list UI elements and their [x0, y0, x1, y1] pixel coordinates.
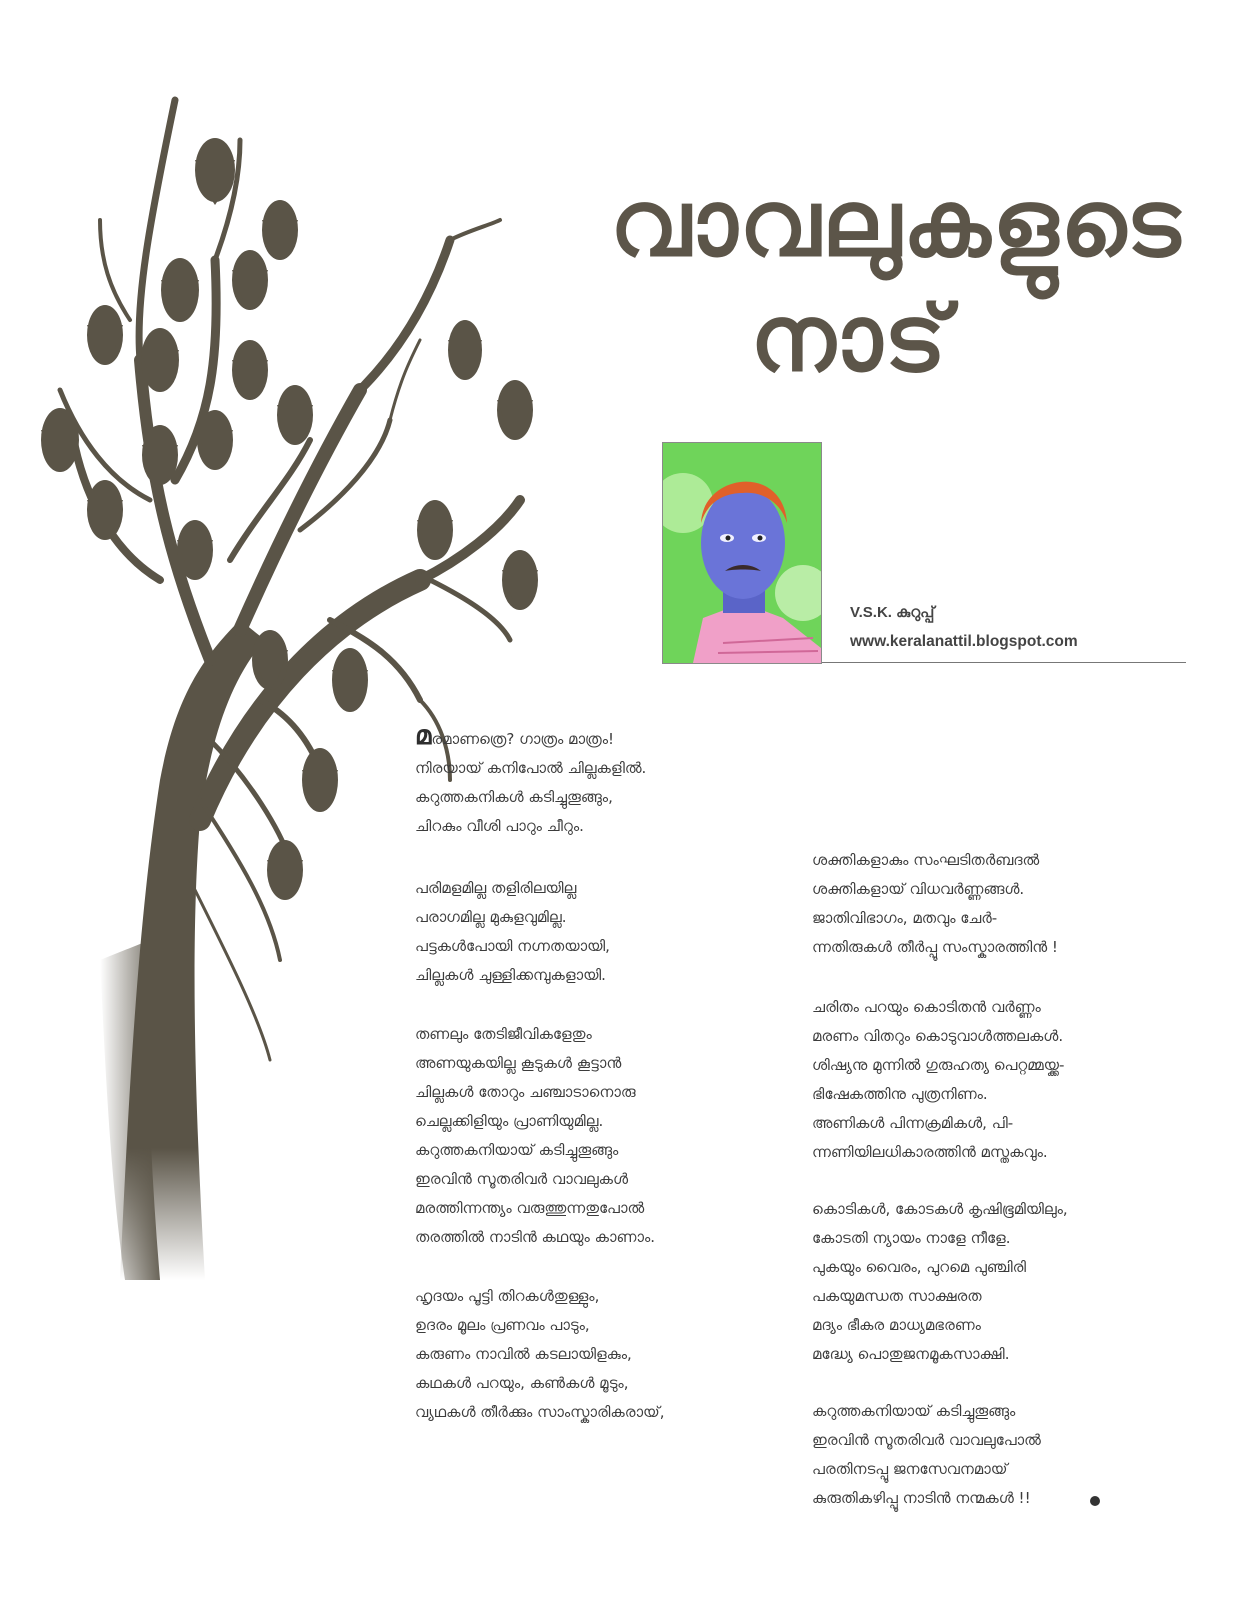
bat-icon [177, 520, 213, 580]
author-blog-link[interactable]: www.keralanattil.blogspot.com [850, 633, 1078, 650]
poem-line: നിരയായ് കനിപോൽ ചില്ലകളിൽ. [415, 759, 647, 777]
bat-icon [87, 305, 123, 365]
bat-icon [142, 425, 178, 485]
poem-line: പരതിനടപ്പൂ ജനസേവനമായ് [812, 1460, 1008, 1478]
poem-line: മരമാണത്രെ? ഗാത്രം മാത്രം! [415, 721, 615, 751]
poem-line: ജാതിവിഭാഗം, മതവും ചേർ- [812, 909, 998, 927]
poem-line: ഹൃദയം പൂട്ടി തിറകൾതുള്ളും, [415, 1287, 600, 1305]
end-bullet-icon [1090, 1496, 1100, 1506]
bat-icon [141, 328, 179, 392]
poem-right-stanza-1 [812, 846, 1058, 962]
poem-line: കറുത്തകനിയായ് കടിച്ചുതൂങ്ങും [812, 1402, 1016, 1420]
poem-line: ന്നണിയിലധികാരത്തിൻ മസ്തകവും. [812, 1143, 1048, 1161]
poem-line: ചെല്ലക്കിളിയും പ്രാണിയുമില്ല. [415, 1112, 604, 1130]
title-line-2: നാട് [750, 285, 949, 392]
bat-icon [232, 250, 268, 310]
poem-line: മദ്ധ്യേ പൊതുജനമൂകസാക്ഷി. [812, 1345, 1010, 1363]
bat-icon [332, 648, 368, 712]
poem-line: പുകയും വൈരം, പുറമെ പുഞ്ചിരി [812, 1258, 1026, 1276]
poem-line: ശക്തികളാകും സംഘടിതർബദൽ [812, 851, 1040, 869]
poem-line: ഇരവിൻ സൂതരിവർ വാവലുപോൽ [812, 1431, 1041, 1449]
poem-line: വ്യഥകൾ തീർക്കും സാംസ്കാരികരായ്, [415, 1403, 665, 1421]
poem-line: ഉദരം മൂലം പ്രണവം പാടും, [415, 1316, 590, 1334]
bat-icon [277, 385, 313, 445]
bat-icon [197, 410, 233, 470]
poem-left-stanza-2 [415, 874, 610, 990]
poem-line: കരുണം നാവിൽ കടലായിളകും, [415, 1345, 632, 1363]
poem-left-stanza-1 [415, 722, 646, 841]
author-divider [822, 662, 1186, 663]
poem-line: ശിഷ്യനു മുന്നിൽ ഗുരുഹത്യ പെറ്റമ്മയ്ക്ക- [812, 1056, 1065, 1074]
bat-icon [502, 550, 538, 610]
drop-cap: മ [415, 721, 432, 751]
bat-icon [232, 340, 268, 400]
poem-right-stanza-4 [812, 1397, 1041, 1513]
poem-right-stanza-3 [812, 1195, 1068, 1369]
poem-line: അണികൾ പിന്നക്രമികൾ, പി- [812, 1114, 1014, 1132]
bat-icon [417, 500, 453, 560]
author-name: V.S.K. കുറുപ്പ് [850, 604, 935, 621]
poem-right-stanza-2 [812, 993, 1064, 1167]
poem-line: മദ്യം ഭീകര മാധ്യമഭരണം [812, 1316, 981, 1334]
poem-line: ചിറകും വീശി പാറും ചീറും. [415, 817, 584, 835]
poem-line: തണലും തേടിജീവികളേതും [415, 1025, 592, 1043]
bat-icon [497, 380, 533, 440]
bat-icon [267, 840, 303, 900]
bat-icon [252, 630, 288, 690]
poem-line: അണയുകയില്ല കൂടുകൾ കൂട്ടാൻ [415, 1054, 622, 1072]
poem-line: ഭിഷേകത്തിനു പുത്രനിണം. [812, 1085, 988, 1103]
poem-line: പട്ടകൾപോയി നഗ്നതയായി, [415, 937, 610, 955]
author-photo [662, 442, 822, 664]
bat-icon [302, 748, 338, 812]
poem-line: ശക്തികളായ് വിധവർണ്ണങ്ങൾ. [812, 880, 1025, 898]
poem-line: ഇരവിൻ സൂതരിവർ വാവലുകൾ [415, 1170, 629, 1188]
poem-line: ചില്ലകൾ ചുള്ളിക്കമ്പുകളായി. [415, 966, 606, 984]
poem-line: കറുത്തകനികൾ കടിച്ചുതൂങ്ങും, [415, 788, 613, 806]
poem-line: തരത്തിൽ നാടിൻ കഥയും കാണാം. [415, 1228, 656, 1246]
poem-line: മരണം വിതറും കൊടുവാൾത്തലകൾ. [812, 1027, 1064, 1045]
bat-icon [87, 480, 123, 540]
bat-icon [195, 138, 235, 205]
poem-line: പരാഗമില്ല മുകുളവുമില്ല. [415, 908, 567, 926]
poem-line: ചരിതം പറയും കൊടിതൻ വർണ്ണം [812, 998, 1041, 1016]
poem-line: കറുത്തകനിയായ് കടിച്ചുതൂങ്ങും [415, 1141, 619, 1159]
poem-line: കുരുതികഴിപ്പൂ നാടിൻ നന്മകൾ !! [812, 1489, 1031, 1507]
poem-line: മരത്തിന്നന്ത്യം വരുത്തുന്നതുപോൽ [415, 1199, 645, 1217]
poem-line: പകയുമന്ധത സാക്ഷരത [812, 1287, 982, 1305]
poem-line: ന്നതിരുകൾ തീർപ്പൂ സംസ്കാരത്തിൻ ! [812, 938, 1058, 956]
poem-line: കൊടികൾ, കോടകൾ കൃഷിഭൂമിയിലും, [812, 1200, 1068, 1218]
title-line-1: വാവലുകളുടെ [610, 170, 1183, 277]
bat-icon [41, 408, 79, 472]
poem-line: ചില്ലകൾ തോറും ചഞ്ചാടാനൊരു [415, 1083, 636, 1101]
poem-line: കഥകൾ പറയും, കൺകൾ മൂടും, [415, 1374, 629, 1392]
bat-icon [262, 200, 298, 260]
poem-left-stanza-3 [415, 1020, 655, 1252]
poem-left-stanza-4 [415, 1282, 664, 1427]
poem-line: പരിമളമില്ല തളിരിലയില്ല [415, 879, 577, 897]
author-portrait-icon [663, 443, 821, 663]
bat-icon [448, 320, 482, 380]
poem-line: കോടതി ന്യായം നാളേ നീളേ. [812, 1229, 1011, 1247]
bat-icon [161, 258, 199, 322]
